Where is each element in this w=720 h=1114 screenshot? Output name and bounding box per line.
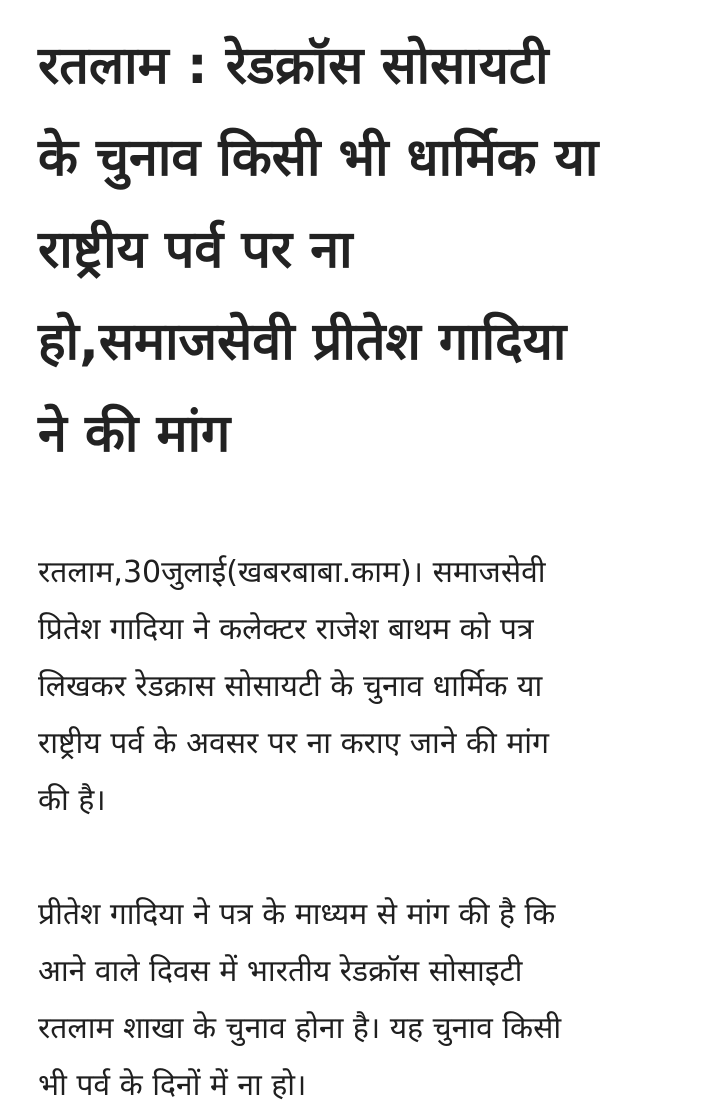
- article-paragraph-2: [38, 886, 688, 1114]
- paragraph-line: भी पर्व के दिनों में ना हो।: [38, 1068, 307, 1103]
- headline-line: ने की मांग: [38, 404, 231, 464]
- article-headline: [38, 20, 688, 480]
- headline-line: हो,समाजसेवी प्रीतेश गादिया: [38, 312, 567, 372]
- headline-line: के चुनाव किसी भी धार्मिक या: [38, 128, 599, 188]
- paragraph-line: राष्ट्रीय पर्व के अवसर पर ना कराए जाने की मांग: [38, 726, 549, 761]
- news-article: [38, 20, 688, 1114]
- paragraph-line: प्रीतेश गादिया ने पत्र के माध्यम से मांग की है कि: [38, 897, 556, 932]
- paragraph-line: रतलाम शाखा के चुनाव होना है। यह चुनाव किसी: [38, 1011, 562, 1046]
- paragraph-line: रतलाम,30जुलाई(खबरबाबा.काम)। समाजसेवी: [38, 555, 546, 590]
- article-paragraph-1: [38, 544, 688, 829]
- paragraph-line: की है।: [38, 783, 106, 818]
- paragraph-line: प्रितेश गादिया ने कलेक्टर राजेश बाथम को पत्र: [38, 612, 534, 647]
- headline-line: रतलाम : रेडक्रॉस सोसायटी: [38, 36, 549, 96]
- headline-line: राष्ट्रीय पर्व पर ना: [38, 220, 353, 280]
- paragraph-line: लिखकर रेडक्रास सोसायटी के चुनाव धार्मिक या: [38, 669, 543, 704]
- paragraph-line: आने वाले दिवस में भारतीय रेडक्रॉस सोसाइटी: [38, 954, 523, 989]
